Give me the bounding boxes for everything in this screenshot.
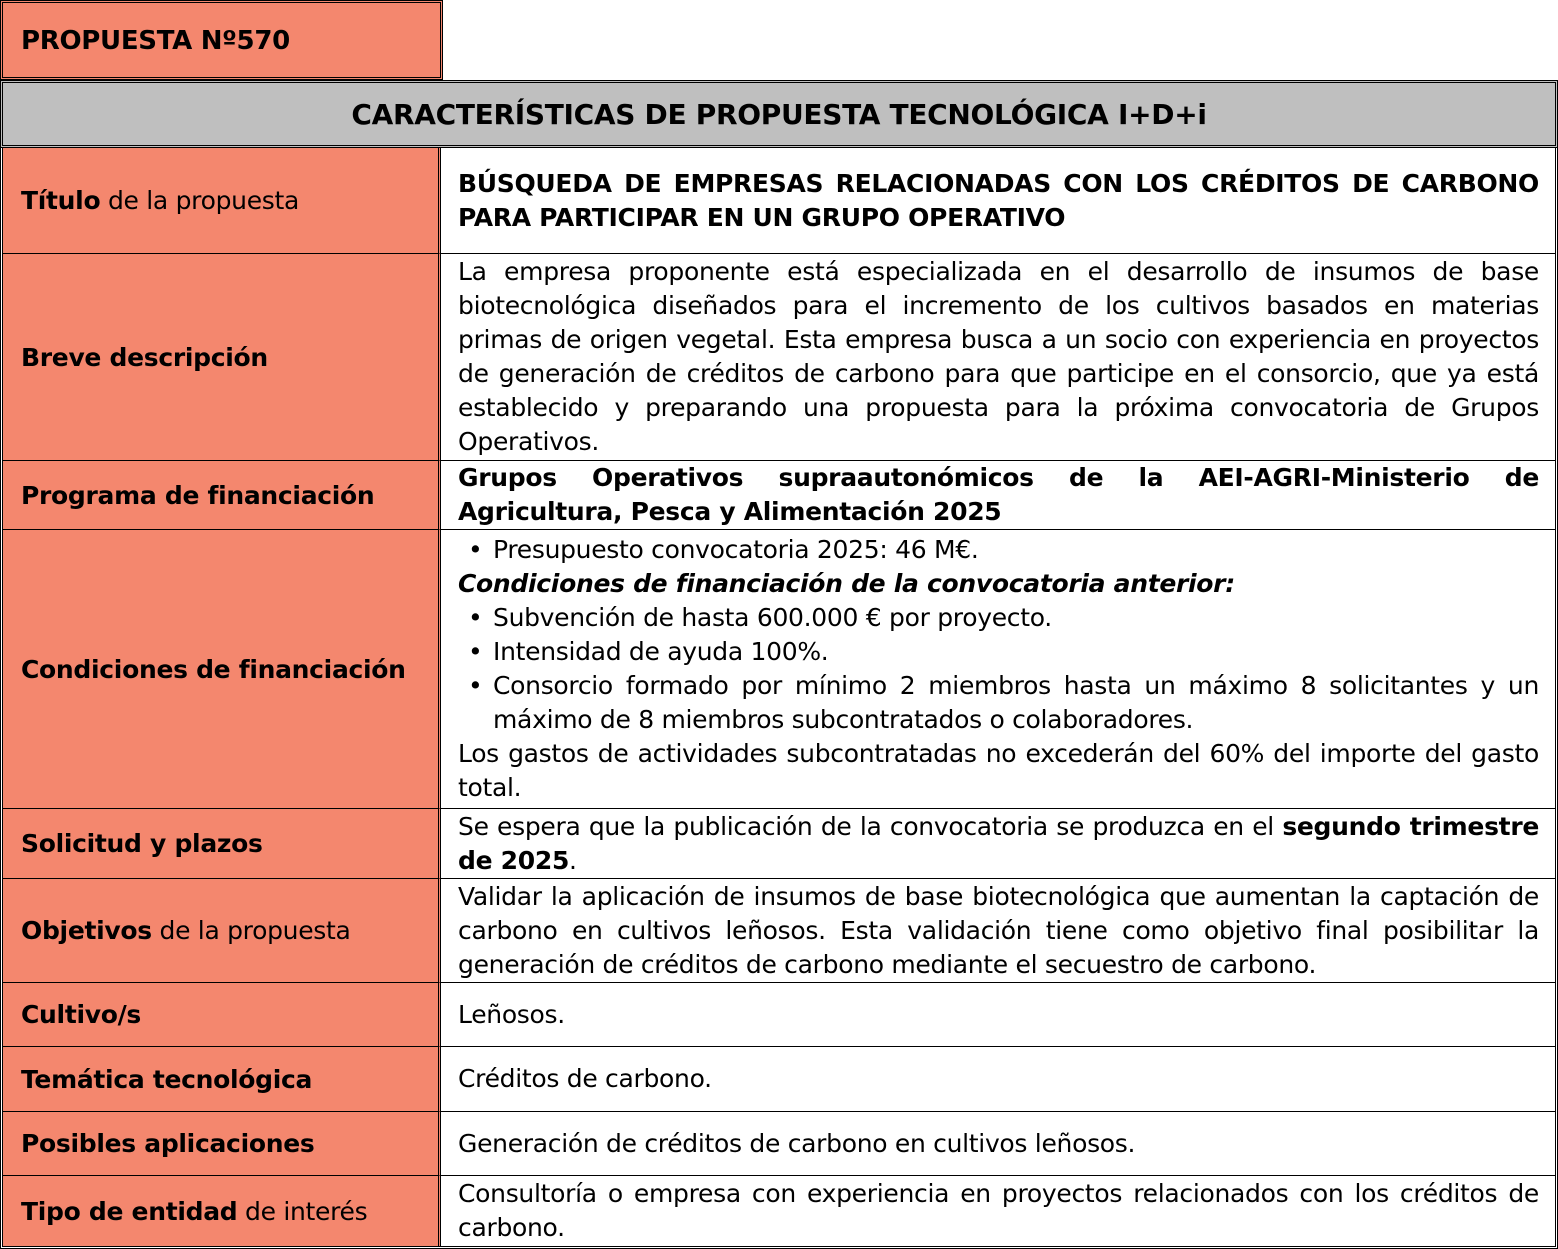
proposal-number-cell bbox=[0, 0, 443, 80]
conditions-list bbox=[458, 601, 1539, 737]
row-solicitud bbox=[3, 809, 1555, 879]
label-titulo: Título de la propuesta bbox=[3, 148, 441, 254]
label-condiciones: Condiciones de financiación bbox=[3, 530, 441, 809]
label-programa: Programa de financiación bbox=[3, 461, 441, 530]
label-objetivos: Objetivos de la propuesta bbox=[3, 879, 441, 983]
conditions-subheading: Condiciones de financiación de la convocatoria anterior: bbox=[458, 569, 1235, 598]
value-aplicaciones: Generación de créditos de carbono en cultivos leñosos. bbox=[441, 1112, 1555, 1176]
condition-item: • Consorcio formado por mínimo 2 miembros hasta un máximo 8 solicitantes y un máximo de 8 miembros subcontratados o colaboradores. bbox=[493, 669, 1539, 737]
row-aplicaciones bbox=[3, 1112, 1555, 1176]
section-header bbox=[0, 80, 1558, 148]
label-aplicaciones: Posibles aplicaciones bbox=[3, 1112, 441, 1176]
condition-item: • Subvención de hasta 600.000 € por proyecto. bbox=[493, 601, 1539, 635]
proposal-number: PROPUESTA Nº570 bbox=[21, 26, 290, 56]
row-titulo bbox=[3, 148, 1555, 254]
value-descripcion: La empresa proponente está especializada en el desarrollo de insumos de base biotecnológica diseñados para el incremento de los cultivos basados en materias primas de origen vegetal. Esta empresa busca a un socio con experiencia en proyectos de generación de créditos de carbono para que participe en el consorcio, que ya está establecido y preparando una propuesta para la próxima convocatoria de Grupos Operativos. bbox=[441, 254, 1555, 461]
budget-item: • Presupuesto convocatoria 2025: 46 M€. bbox=[493, 533, 1539, 567]
label-cultivos: Cultivo/s bbox=[3, 983, 441, 1047]
value-programa: Grupos Operativos supraautonómicos de la AEI-AGRI-Ministerio de Agricultura, Pesca y Alimentación 2025 bbox=[441, 461, 1555, 530]
row-condiciones bbox=[3, 530, 1555, 809]
label-tematica: Temática tecnológica bbox=[3, 1047, 441, 1112]
value-cultivos: Leñosos. bbox=[441, 983, 1555, 1047]
row-objetivos bbox=[3, 879, 1555, 983]
value-condiciones bbox=[441, 530, 1555, 809]
value-solicitud: Se espera que la publicación de la convocatoria se produzca en el segundo trimestre de 2025. bbox=[441, 809, 1555, 879]
value-objetivos: Validar la aplicación de insumos de base biotecnológica que aumentan la captación de carbono en cultivos leñosos. Esta validación tiene como objetivo final posibilitar la generación de créditos de carbono mediante el secuestro de carbono. bbox=[441, 879, 1555, 983]
budget-list bbox=[458, 533, 1539, 567]
section-title: CARACTERÍSTICAS DE PROPUESTA TECNOLÓGICA I+D+i bbox=[351, 97, 1207, 131]
value-entidad: Consultoría o empresa con experiencia en proyectos relacionados con los créditos de carbono. bbox=[458, 1179, 1539, 1242]
condition-item: • Intensidad de ayuda 100%. bbox=[493, 635, 1539, 669]
value-titulo: BÚSQUEDA DE EMPRESAS RELACIONADAS CON LOS CRÉDITOS DE CARBONO PARA PARTICIPAR EN UN GRUPO OPERATIVO bbox=[441, 148, 1555, 254]
label-solicitud: Solicitud y plazos bbox=[3, 809, 441, 879]
row-descripcion bbox=[3, 254, 1555, 461]
row-programa bbox=[3, 461, 1555, 530]
value-tematica: Créditos de carbono. bbox=[441, 1047, 1555, 1112]
characteristics-table bbox=[0, 148, 1558, 1249]
label-entidad: Tipo de entidad de interés bbox=[3, 1176, 441, 1246]
row-cultivos bbox=[3, 983, 1555, 1047]
conditions-footer: Los gastos de actividades subcontratadas no excederán del 60% del importe del gasto total. bbox=[458, 739, 1539, 802]
row-tematica bbox=[3, 1047, 1555, 1112]
row-entidad bbox=[3, 1176, 1555, 1246]
label-descripcion: Breve descripción bbox=[3, 254, 441, 461]
